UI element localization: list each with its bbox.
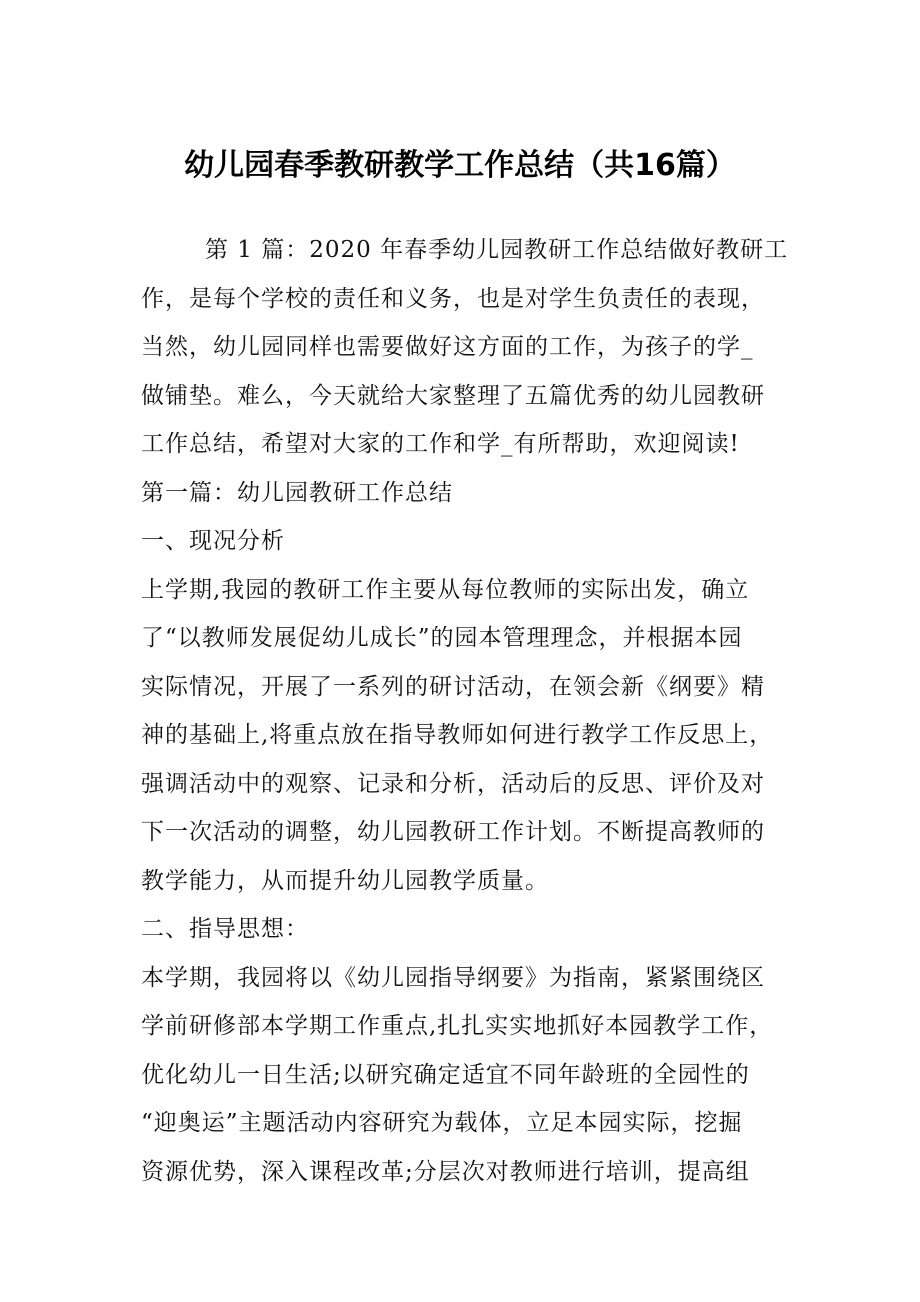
paragraph-line: 上学期,我园的教研工作主要从每位教师的实际出发，确立 (141, 576, 750, 603)
section-heading: 第一篇：幼儿园教研工作总结 (141, 479, 453, 506)
document-body (141, 226, 789, 1196)
paragraph-line: 资源优势，深入课程改革;分层次对教师进行培训，提高组 (141, 1158, 750, 1185)
paragraph-line: 神的基础上,将重点放在指导教师如何进行教学工作反思上， (141, 722, 774, 748)
paragraph-line: “迎奥运”主题活动内容研究为载体，立足本园实际，挖掘 (141, 1110, 743, 1136)
document-title: 幼儿园春季教研教学工作总结（共16篇） (184, 148, 736, 183)
paragraph-line: 做铺垫。难么，今天就给大家整理了五篇优秀的幼儿园教研 (141, 382, 765, 409)
paragraph-line: 实际情况，开展了一系列的研讨活动，在领会新《纲要》精 (141, 673, 765, 700)
paragraph-line: 优化幼儿一日生活;以研究确定适宜不同年龄班的全园性的 (141, 1061, 750, 1088)
paragraph-line: 教学能力，从而提升幼儿园教学质量。 (141, 867, 549, 894)
section-heading: 一、现况分析 (141, 528, 285, 554)
paragraph-line: 本学期，我园将以《幼儿园指导纲要》为指南，紧紧围绕区 (141, 964, 765, 991)
section-heading: 二、指导思想： (141, 916, 309, 942)
paragraph-line: 工作总结，希望对大家的工作和学_有所帮助，欢迎阅读! (141, 431, 740, 457)
paragraph-line: 下一次活动的调整，幼儿园教研工作计划。不断提高教师的 (141, 819, 765, 845)
paragraph-line: 强调活动中的观察、记录和分析，活动后的反思、评价及对 (141, 770, 765, 797)
paragraph-line: 学前研修部本学期工作重点,扎扎实实地抓好本园教学工作， (141, 1013, 774, 1039)
paragraph-line: 当然，幼儿园同样也需要做好这方面的工作，为孩子的学_ (141, 334, 754, 360)
paragraph-line: 第 1 篇：2020 年春季幼儿园教研工作总结做好教研工 (205, 237, 789, 263)
paragraph-line: 作，是每个学校的责任和义务，也是对学生负责任的表现， (141, 285, 765, 312)
paragraph-line: 了“以教师发展促幼儿成长”的园本管理理念，并根据本园 (141, 625, 743, 651)
